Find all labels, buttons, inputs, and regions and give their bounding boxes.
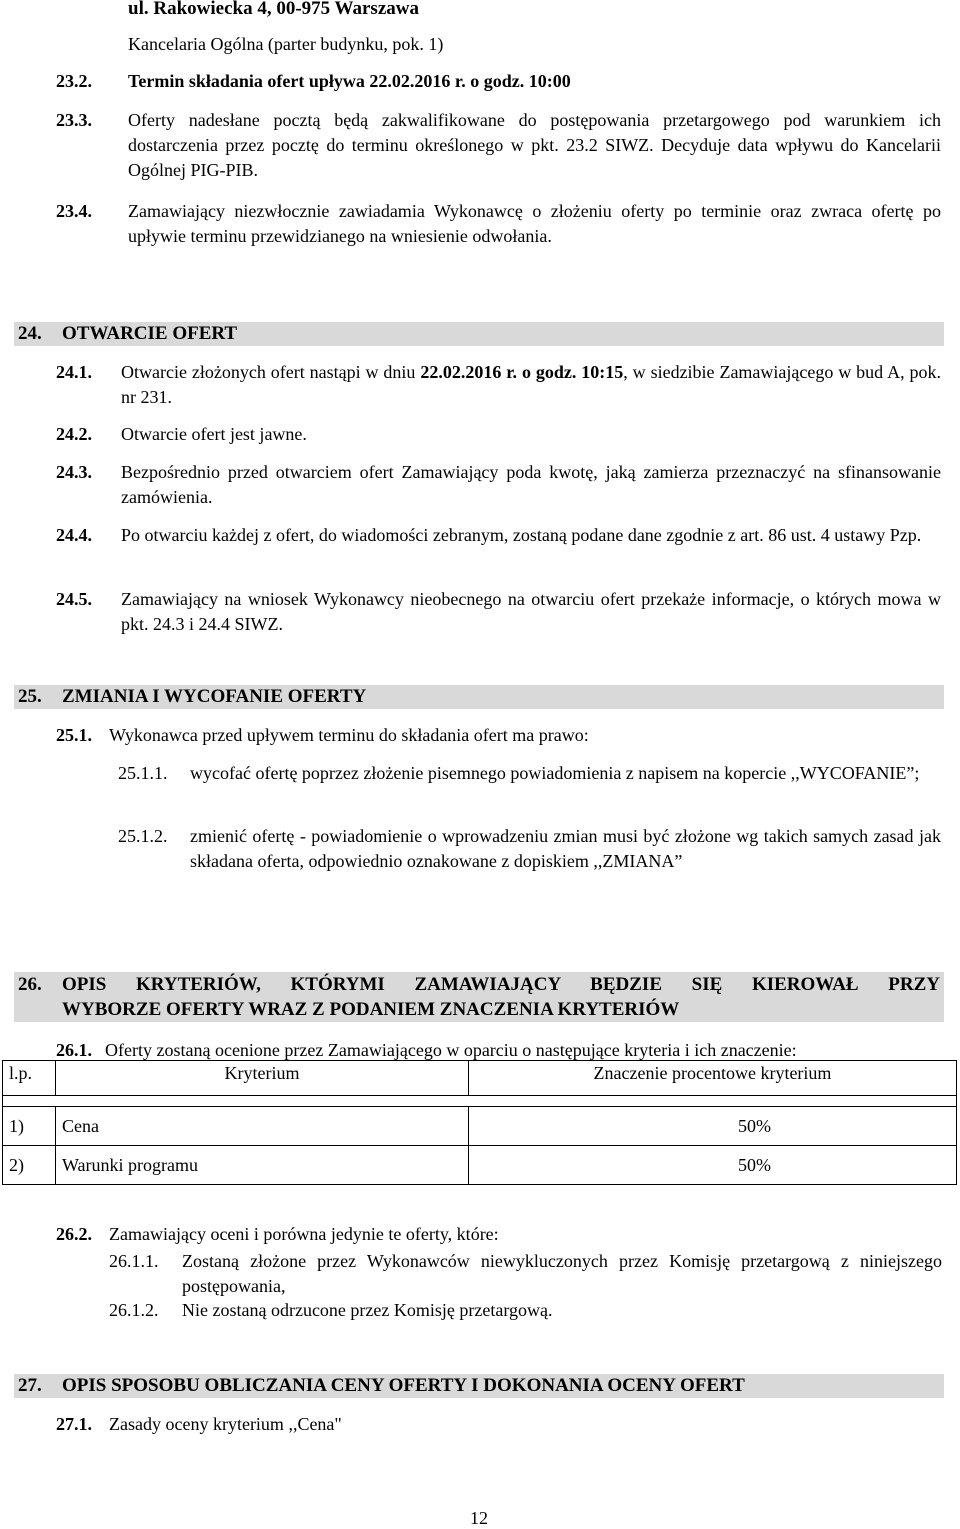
header-lp: l.p. (3, 1061, 56, 1096)
point-text: Zostaną złożone przez Wykonawców niewykluczonych przez Komisję przetargową z niniejszego postępowania, (182, 1251, 942, 1296)
point-text: Bezpośrednio przed otwarciem ofert Zamawiający poda kwotę, jaką zamierza przeznaczyć na sfinansowanie zamówienia. (121, 462, 941, 507)
point-text: Nie zostaną odrzucone przez Komisję przetargową. (182, 1300, 553, 1320)
point-number: 24.5. (56, 589, 92, 609)
section-title: ZMIANIA I WYCOFANIE OFERTY (62, 686, 367, 707)
criteria-table (2, 1060, 957, 1185)
point-number: 25.1. (56, 725, 92, 745)
point-text (121, 360, 941, 410)
point-text: Termin składania ofert upływa 22.02.2016 r. o godz. 10:00 (128, 71, 571, 91)
row-criterion: Cena (56, 1107, 469, 1146)
address-line: ul. Rakowiecka 4, 00-975 Warszawa (128, 0, 419, 19)
section-number: 27. (18, 1375, 42, 1396)
table-row (3, 1107, 957, 1146)
table-row (3, 1146, 957, 1185)
section-header-26 (14, 972, 944, 1022)
point-number: 24.3. (56, 462, 92, 482)
point-number: 26.1.2. (109, 1300, 159, 1320)
point-text: Otwarcie ofert jest jawne. (121, 424, 307, 444)
section-number: 25. (18, 686, 42, 707)
section-header-24 (14, 322, 944, 346)
section-header-27 (14, 1374, 944, 1398)
point-number: 26.1.1. (109, 1251, 159, 1271)
table-header-row (3, 1061, 957, 1096)
row-weight: 50% (469, 1107, 957, 1146)
section-header-25 (14, 685, 944, 709)
point-text: zmienić ofertę - powiadomienie o wprowadzeniu zmian musi być złożone wg takich samych zasad jak składana oferta, odpowiednio oznakowane z dopiskiem ,,ZMIANA” (190, 826, 941, 871)
header-criterion: Kryterium (56, 1061, 469, 1096)
section-title: OTWARCIE OFERT (62, 323, 238, 344)
opening-text-c: , w siedzibie Zamawiającego w bud A, pok. nr 231. (121, 362, 941, 407)
point-number: 23.4. (56, 201, 92, 221)
row-lp: 2) (3, 1146, 56, 1185)
row-lp: 1) (3, 1107, 56, 1146)
point-text: Po otwarciu każdej z ofert, do wiadomości zebranym, zostaną podane dane zgodnie z art. 86 ust. 4 ustawy Pzp. (121, 525, 922, 545)
point-text: Oferty zostaną ocenione przez Zamawiającego w oparciu o następujące kryteria i ich znaczenie: (105, 1040, 797, 1060)
point-text: wycofać ofertę poprzez złożenie pisemnego powiadomienia z napisem na kopercie ,,WYCOFANIE”; (190, 763, 920, 783)
point-text: Oferty nadesłane pocztą będą zakwalifikowane do postępowania przetargowego pod warunkiem ich dostarczenia przez pocztę do terminu określonego w pkt. 23.2 SIWZ. Decyduje data wpływu do Kancelarii Ogólnej PIG-PIB. (128, 110, 941, 180)
point-number: 24.2. (56, 424, 92, 444)
point-number: 24.1. (56, 362, 92, 382)
header-weight: Znaczenie procentowe kryterium (469, 1061, 957, 1096)
point-text: Zamawiający oceni i porówna jedynie te oferty, które: (109, 1224, 499, 1244)
point-number: 26.2. (56, 1224, 92, 1244)
section-title-line2: WYBORZE OFERTY WRAZ Z PODANIEM ZNACZENIA KRYTERIÓW (62, 999, 680, 1020)
point-number: 24.4. (56, 525, 92, 545)
point-number: 26.1. (56, 1040, 92, 1060)
section-number: 24. (18, 323, 42, 344)
section-title-line1: OPIS KRYTERIÓW, KTÓRYMI ZAMAWIAJĄCY BĘDZIE SIĘ KIEROWAŁ PRZY (62, 974, 940, 995)
point-number: 25.1.2. (118, 826, 168, 846)
point-text: Wykonawca przed upływem terminu do składania ofert ma prawo: (109, 725, 589, 745)
point-number: 23.3. (56, 110, 92, 130)
office-line: Kancelaria Ogólna (parter budynku, pok. 1) (128, 34, 444, 54)
point-text: Zasady oceny kryterium ,,Cena" (109, 1414, 342, 1434)
opening-date: 22.02.2016 r. o godz. 10:15 (420, 362, 624, 382)
row-weight: 50% (469, 1146, 957, 1185)
page-number: 12 (470, 1508, 488, 1528)
opening-text-a: Otwarcie złożonych ofert nastąpi w dniu (121, 362, 421, 382)
section-title: OPIS SPOSOBU OBLICZANIA CENY OFERTY I DOKONANIA OCENY OFERT (62, 1375, 745, 1396)
section-number: 26. (18, 974, 42, 995)
point-number: 25.1.1. (118, 763, 168, 783)
point-text: Zamawiający niezwłocznie zawiadamia Wykonawcę o złożeniu oferty po terminie oraz zwraca ofertę po upływie terminu przewidzianego na wniesienie odwołania. (128, 201, 941, 246)
point-number: 23.2. (56, 71, 92, 91)
point-number: 27.1. (56, 1414, 92, 1434)
row-criterion: Warunki programu (56, 1146, 469, 1185)
point-text: Zamawiający na wniosek Wykonawcy nieobecnego na otwarciu ofert przekaże informacje, o których mowa w pkt. 24.3 i 24.4 SIWZ. (121, 589, 941, 634)
